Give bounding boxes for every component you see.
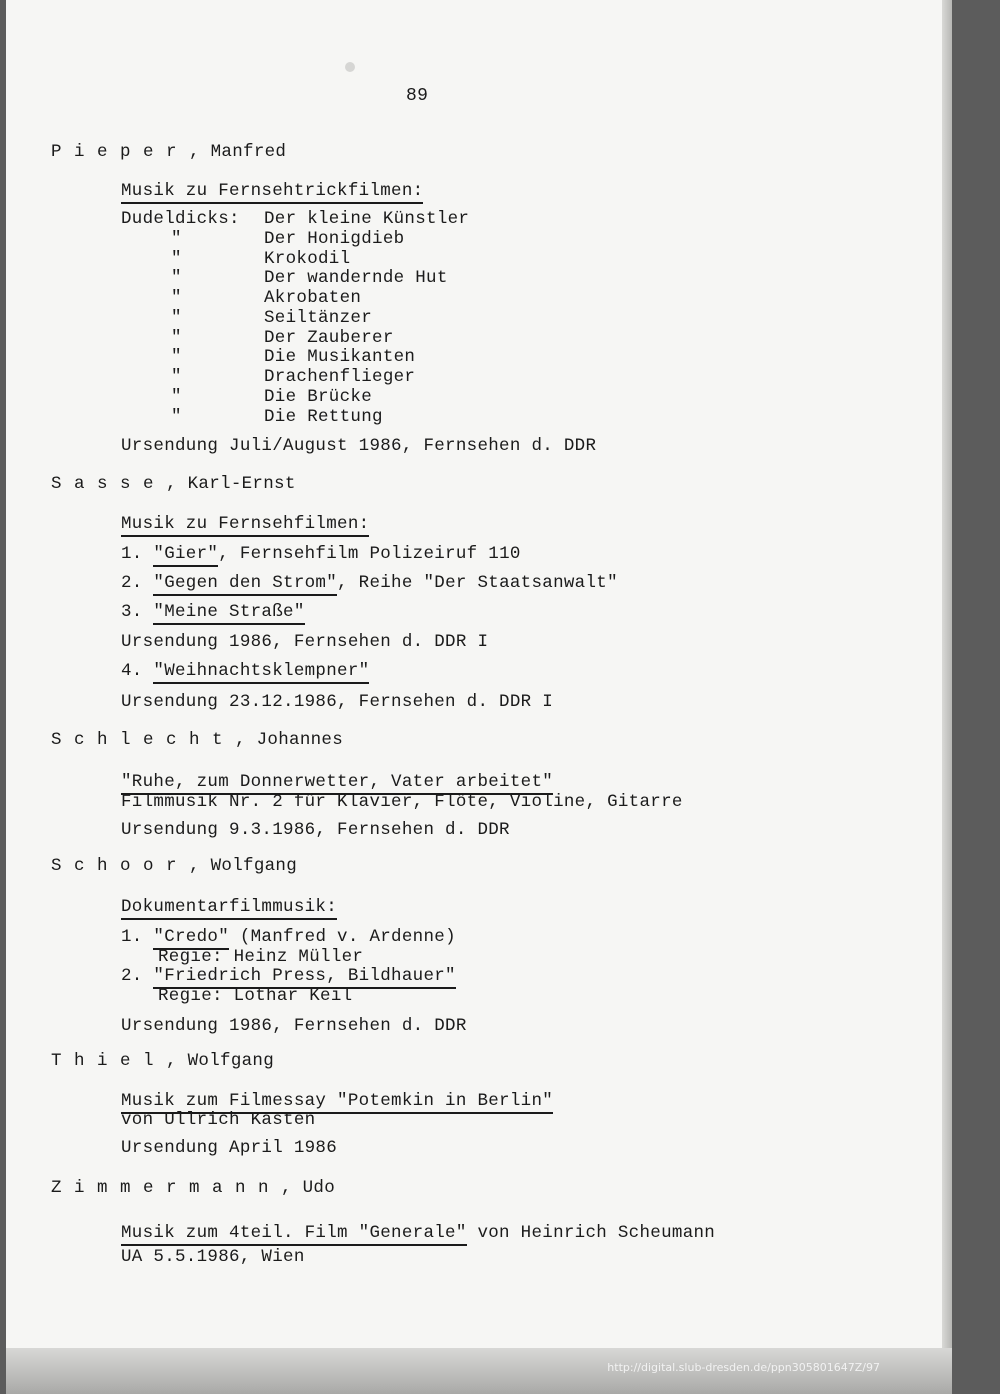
series-label: Dudeldicks: bbox=[121, 209, 240, 229]
work-detail: , Fernsehfilm Polizeiruf 110 bbox=[218, 544, 521, 564]
broadcast-note: Ursendung 1986, Fernsehen d. DDR I bbox=[121, 632, 489, 652]
composer-thiel bbox=[51, 1051, 274, 1071]
work-item bbox=[121, 573, 618, 593]
work-item bbox=[121, 544, 521, 564]
section-heading bbox=[121, 514, 369, 534]
composer-surname: Thiel bbox=[51, 1051, 167, 1071]
work-item bbox=[121, 966, 456, 986]
source-watermark: http://digital.slub-dresden.de/ppn305801647Z/97 bbox=[607, 1361, 880, 1374]
film-title: Die Musikanten bbox=[264, 347, 416, 367]
work-description: Filmmusik Nr. 2 für Klavier, Flöte, Violine, Gitarre bbox=[121, 792, 683, 812]
ditto-mark: " bbox=[171, 249, 182, 269]
composer-schlecht bbox=[51, 730, 343, 750]
work-title: "Gier" bbox=[153, 544, 218, 567]
broadcast-note: Ursendung Juli/August 1986, Fernsehen d. DDR bbox=[121, 436, 597, 456]
composer-surname: Schlecht bbox=[51, 730, 236, 750]
work-title: "Meine Straße" bbox=[153, 602, 304, 625]
ditto-mark: " bbox=[171, 387, 182, 407]
work-title-line bbox=[121, 1091, 553, 1111]
film-title: Der kleine Künstler bbox=[264, 209, 470, 229]
work-title: "Ruhe, zum Donnerwetter, Vater arbeitet" bbox=[121, 772, 553, 795]
film-title: Die Brücke bbox=[264, 387, 373, 407]
composer-given-name: , Johannes bbox=[235, 730, 344, 750]
item-number: 2. bbox=[121, 966, 154, 986]
section-heading bbox=[121, 181, 423, 201]
film-title: Der Zauberer bbox=[264, 328, 394, 348]
ditto-mark: " bbox=[171, 328, 182, 348]
item-number: 4. bbox=[121, 661, 154, 681]
composer-surname: Zimmermann bbox=[51, 1178, 282, 1198]
work-title: "Gegen den Strom" bbox=[153, 573, 337, 596]
item-number: 2. bbox=[121, 573, 154, 593]
composer-pieper bbox=[51, 142, 286, 162]
section-heading bbox=[121, 897, 337, 917]
item-number: 1. bbox=[121, 544, 154, 564]
page-number: 89 bbox=[406, 86, 429, 106]
composer-given-name: , Manfred bbox=[189, 142, 287, 162]
work-detail: (Manfred v. Ardenne) bbox=[229, 927, 456, 947]
director-credit: Regie: Heinz Müller bbox=[158, 947, 364, 967]
work-item bbox=[121, 602, 305, 622]
film-title: Drachenflieger bbox=[264, 367, 416, 387]
work-title: Musik zum 4teil. Film "Generale" bbox=[121, 1223, 467, 1246]
ditto-mark: " bbox=[171, 268, 182, 288]
work-detail: , Reihe "Der Staatsanwalt" bbox=[337, 573, 618, 593]
composer-given-name: , Udo bbox=[281, 1178, 336, 1198]
broadcast-note: Ursendung April 1986 bbox=[121, 1138, 338, 1158]
film-title: Krokodil bbox=[264, 249, 351, 269]
work-title-line bbox=[121, 1223, 715, 1243]
heading-text: Musik zu Fernsehfilmen: bbox=[121, 514, 369, 537]
film-title: Akrobaten bbox=[264, 288, 362, 308]
composer-zimmermann bbox=[51, 1178, 335, 1198]
work-author: von Ullrich Kasten bbox=[121, 1110, 316, 1130]
item-number: 3. bbox=[121, 602, 154, 622]
ditto-mark: " bbox=[171, 347, 182, 367]
scan-speck bbox=[345, 62, 355, 72]
document-page bbox=[6, 0, 952, 1394]
composer-sasse bbox=[51, 474, 296, 494]
director-credit: Regie: Lothar Keil bbox=[158, 986, 353, 1006]
item-number: 1. bbox=[121, 927, 154, 947]
heading-text: Musik zu Fernsehtrickfilmen: bbox=[121, 181, 423, 204]
composer-surname: Pieper bbox=[51, 142, 190, 162]
film-title: Seiltänzer bbox=[264, 308, 373, 328]
heading-text: Dokumentarfilmmusik: bbox=[121, 897, 337, 920]
broadcast-note: Ursendung 23.12.1986, Fernsehen d. DDR I bbox=[121, 692, 554, 712]
work-title: Musik zum Filmessay "Potemkin in Berlin" bbox=[121, 1091, 553, 1114]
work-title: "Credo" bbox=[153, 927, 229, 950]
ditto-mark: " bbox=[171, 288, 182, 308]
broadcast-note: Ursendung 9.3.1986, Fernsehen d. DDR bbox=[121, 820, 510, 840]
ditto-mark: " bbox=[171, 407, 182, 427]
page-edge-shadow bbox=[942, 0, 952, 1394]
ditto-mark: " bbox=[171, 229, 182, 249]
work-title: "Friedrich Press, Bildhauer" bbox=[153, 966, 455, 989]
composer-schoor bbox=[51, 856, 297, 876]
film-title: Der Honigdieb bbox=[264, 229, 405, 249]
composer-given-name: , Wolfgang bbox=[189, 856, 298, 876]
composer-given-name: , Wolfgang bbox=[166, 1051, 275, 1071]
broadcast-note: Ursendung 1986, Fernsehen d. DDR bbox=[121, 1016, 467, 1036]
ditto-mark: " bbox=[171, 308, 182, 328]
composer-surname: Schoor bbox=[51, 856, 190, 876]
ditto-mark: " bbox=[171, 367, 182, 387]
work-title-line bbox=[121, 772, 553, 792]
premiere-note: UA 5.5.1986, Wien bbox=[121, 1247, 305, 1267]
work-title: "Weihnachtsklempner" bbox=[153, 661, 369, 684]
work-item bbox=[121, 661, 369, 681]
composer-surname: Sasse bbox=[51, 474, 167, 494]
work-item bbox=[121, 927, 456, 947]
film-title: Der wandernde Hut bbox=[264, 268, 448, 288]
work-detail: von Heinrich Scheumann bbox=[466, 1223, 716, 1243]
composer-given-name: , Karl-Ernst bbox=[166, 474, 296, 494]
film-title: Die Rettung bbox=[264, 407, 383, 427]
